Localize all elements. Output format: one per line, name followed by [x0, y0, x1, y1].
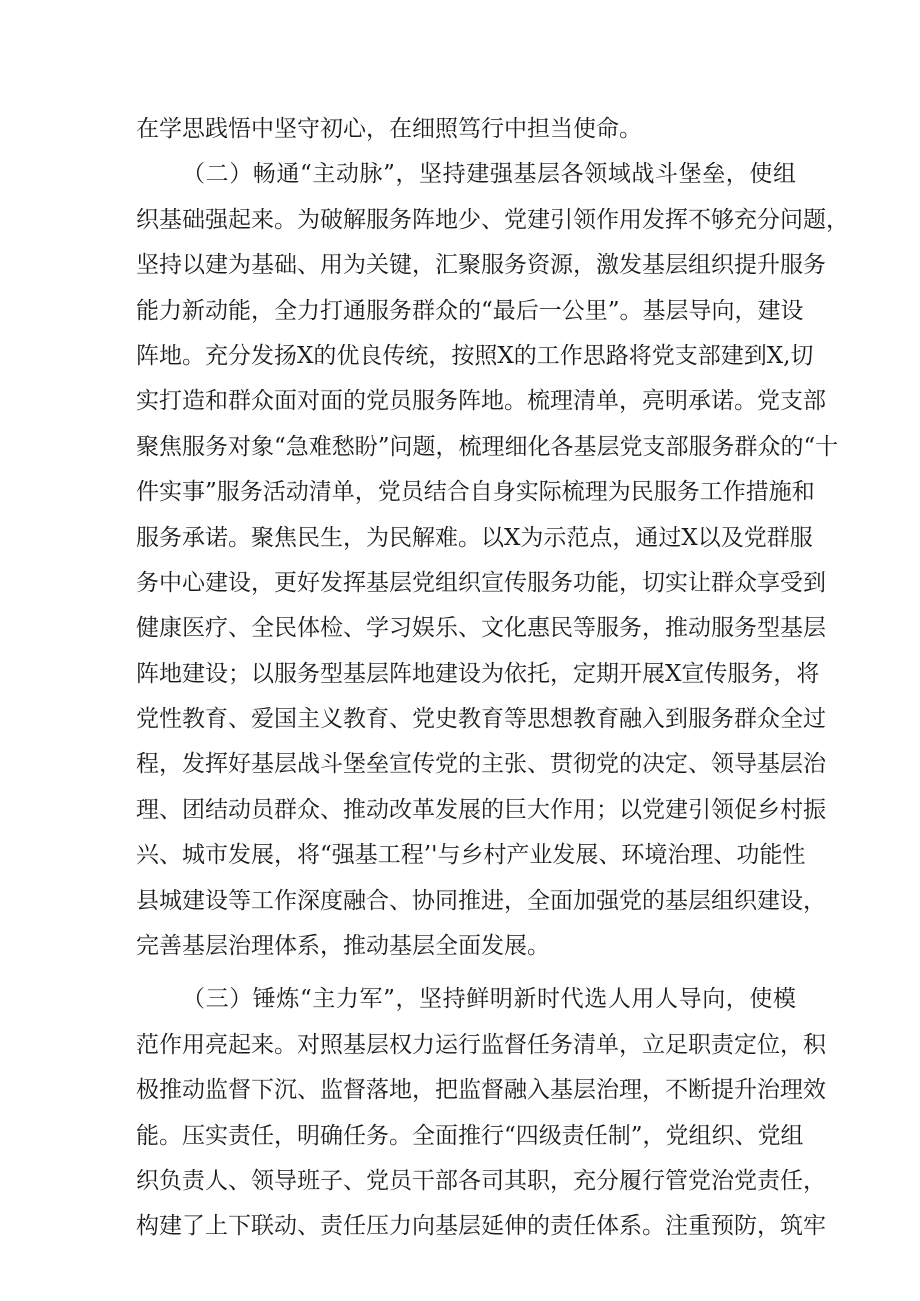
- text-line: 能力新动能，全力打通服务群众的“最后一公里”。基层导向，建设: [136, 297, 804, 324]
- text-line: 完善基层治理体系，推动基层全面发展。: [136, 933, 550, 960]
- document-body: [136, 107, 849, 1250]
- paragraph-gap: [136, 969, 796, 977]
- text-line: 兴、城市发展，将“强基工程’'与乡村产业发展、环境治理、功能性: [136, 842, 806, 869]
- paragraph-1: [136, 107, 796, 152]
- text-line: （二）畅通“主动脉”，坚持建强基层各领域战斗堡垒，使组: [182, 161, 796, 188]
- text-line: （三）锤炼“主力军”，坚持鲜明新时代选人用人导向，使模: [182, 986, 796, 1013]
- text-line: 坚持以建为基础、用为关键，汇聚服务资源，激发基层组织提升服务: [136, 252, 826, 279]
- text-line: 件实事”服务活动清单，党员结合自身实际梳理为民服务工作措施和: [136, 479, 815, 506]
- text-line: 阵地。充分发扬X的优良传统，按照X的工作思路将党支部建到X,切: [136, 342, 814, 369]
- text-line: 程，发挥好基层战斗堡垒宣传党的主张、贯彻党的决定、领导基层治: [136, 751, 826, 778]
- text-line: 范作用亮起来。对照基层权力运行监督任务清单，立足职责定位，积: [136, 1031, 826, 1058]
- text-line: 极推动监督下沉、监督落地，把监督融入基层治理，不断提升治理效: [136, 1077, 826, 1104]
- text-line: 实打造和群众面对面的党员服务阵地。梳理清单，亮明承诺。党支部: [136, 388, 826, 415]
- text-line: 能。压实责任，明确任务。全面推行“四级责任制”，党组织、党组: [136, 1122, 804, 1149]
- text-line: 织基础强起来。为破解服务阵地少、党建引领作用发挥不够充分问题，: [136, 206, 849, 233]
- paragraph-3: [136, 977, 826, 1249]
- text-line: 健康医疗、全民体检、学习娱乐、文化惠民等服务，推动服务型基层: [136, 615, 826, 642]
- text-line: 务中心建设，更好发挥基层党组织宣传服务功能，切实让群众享受到: [136, 569, 826, 596]
- text-line: 在学思践悟中坚守初心，在细照笃行中担当使命。: [136, 116, 642, 142]
- text-line: 党性教育、爱国主义教育、党史教育等思想教育融入到服务群众全过: [136, 706, 826, 733]
- text-line: 阵地建设；以服务型基层阵地建设为依托，定期开展X宣传服务，将: [136, 660, 820, 687]
- text-line: 织负责人、领导班子、党员干部各司其职，充分履行管党治党责任，: [136, 1167, 826, 1194]
- text-line: 县城建设等工作深度融合、协同推进，全面加强党的基层组织建设，: [136, 887, 826, 914]
- text-line: 理、团结动员群众、推动改革发展的巨大作用；以党建引领促乡村振: [136, 796, 826, 823]
- text-line: 聚焦服务对象“急难愁盼”问题，梳理细化各基层党支部服务群众的“十: [136, 433, 839, 460]
- text-line: 构建了上下联动、责任压力向基层延伸的责任体系。注重预防，筑牢: [136, 1213, 826, 1240]
- paragraph-2: [136, 152, 849, 969]
- text-line: 服务承诺。聚焦民生，为民解难。以X为示范点，通过X以及党群服: [136, 524, 813, 551]
